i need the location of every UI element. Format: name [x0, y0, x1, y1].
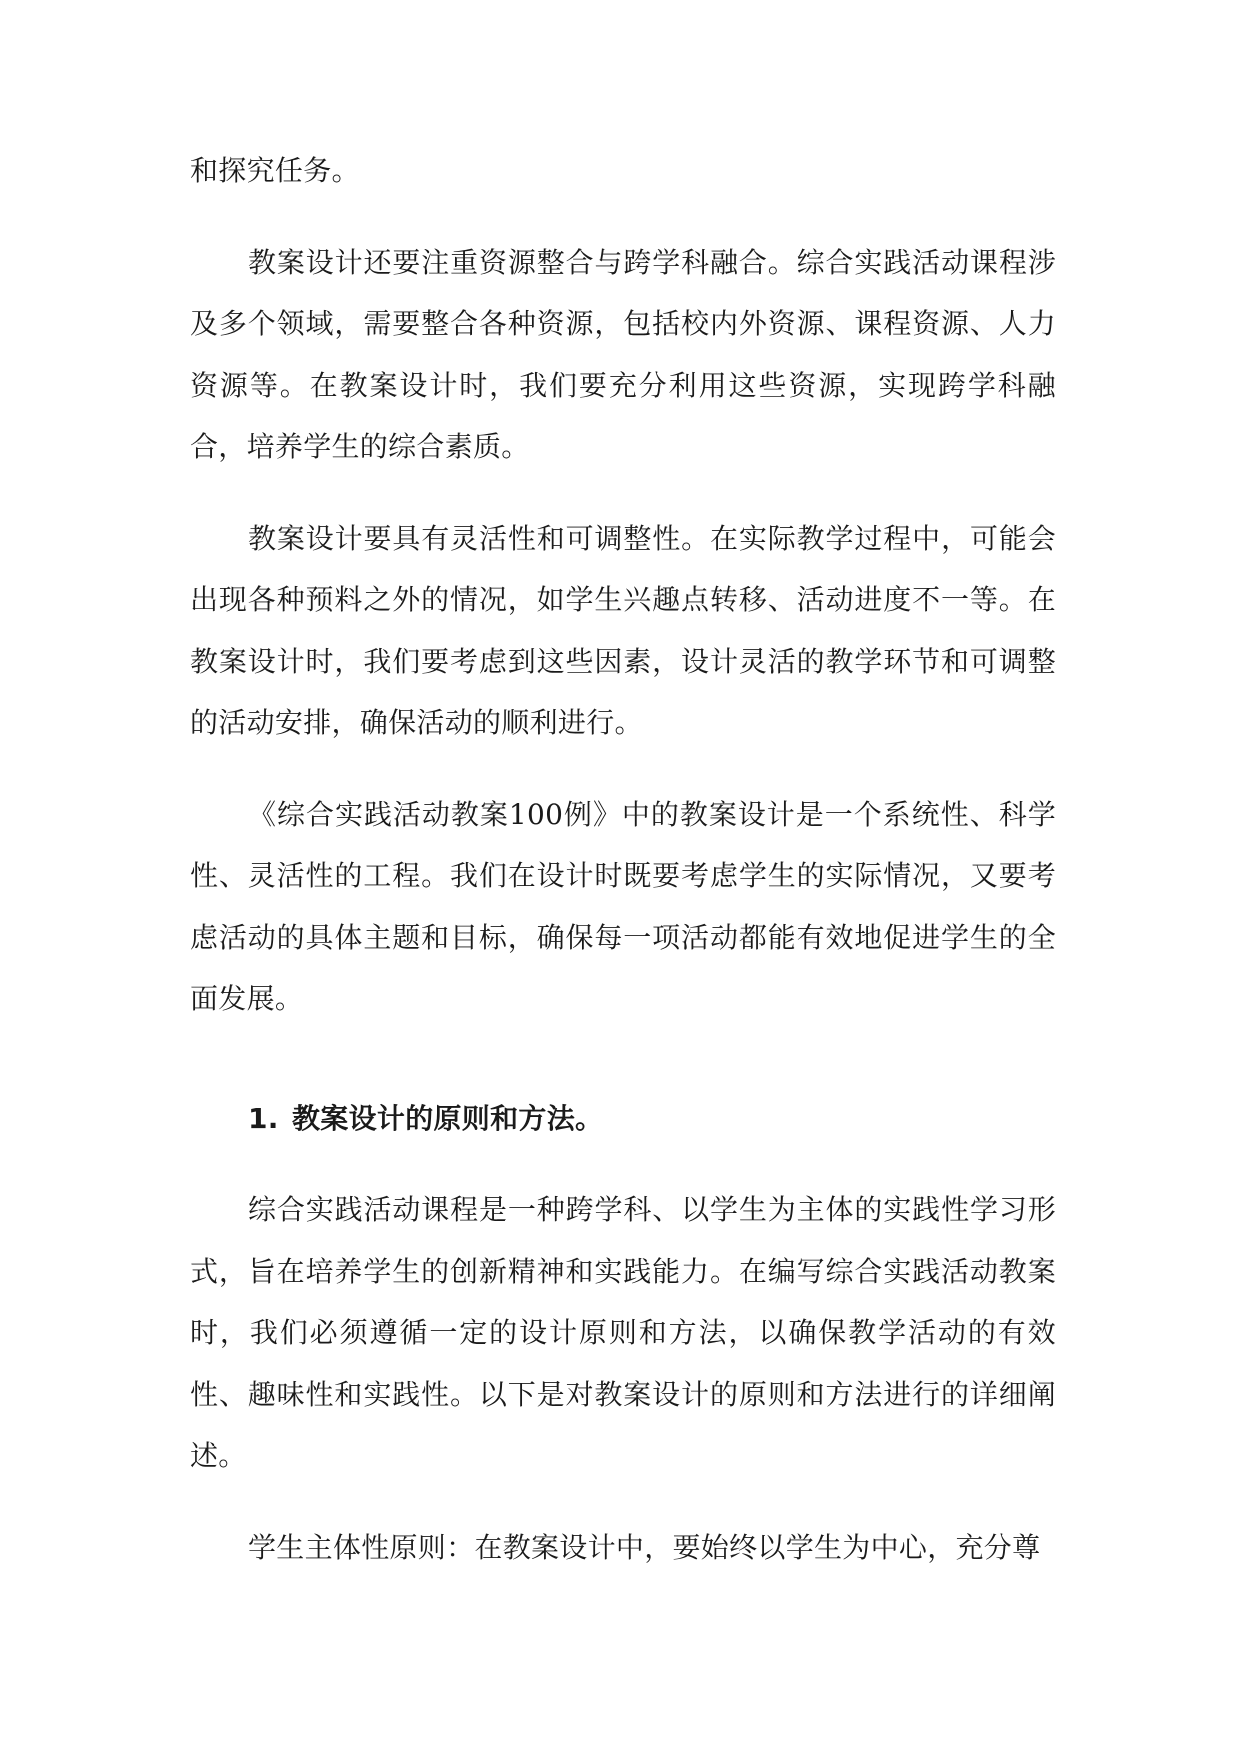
paragraph-course-intro: 综合实践活动课程是一种跨学科、以学生为主体的实践性学习形式，旨在培养学生的创新精神和实践能力。在编写综合实践活动教案时，我们必须遵循一定的设计原则和方法，以确保教学活动的有效性、趣味性和实践性。以下是对教案设计的原则和方法进行的详细阐述。	[190, 1193, 1056, 1472]
section-heading-title: 教案设计的原则和方法。	[292, 1101, 604, 1135]
document-body	[190, 140, 1056, 1608]
paragraph-student-principle: 学生主体性原则：在教案设计中，要始终以学生为中心，充分尊	[248, 1530, 1041, 1564]
paragraph-summary: 《综合实践活动教案100例》中的教案设计是一个系统性、科学性、灵活性的工程。我们在设计时既要考虑学生的实际情况，又要考虑活动的具体主题和目标，确保每一项活动都能有效地促进学生的全面发展。	[190, 797, 1056, 1015]
paragraph-resource-integration: 教案设计还要注重资源整合与跨学科融合。综合实践活动课程涉及多个领域，需要整合各种资源，包括校内外资源、课程资源、人力资源等。在教案设计时，我们要充分利用这些资源，实现跨学科融合，培养学生的综合素质。	[190, 245, 1056, 463]
section-heading-number: 1.	[248, 1101, 279, 1135]
paragraph-flexibility: 教案设计要具有灵活性和可调整性。在实际教学过程中，可能会出现各种预料之外的情况，如学生兴趣点转移、活动进度不一等。在教案设计时，我们要考虑到这些因素，设计灵活的教学环节和可调整的活动安排，确保活动的顺利进行。	[190, 521, 1056, 739]
paragraph-continuation: 和探究任务。	[190, 154, 360, 187]
section-heading	[190, 1088, 1056, 1150]
